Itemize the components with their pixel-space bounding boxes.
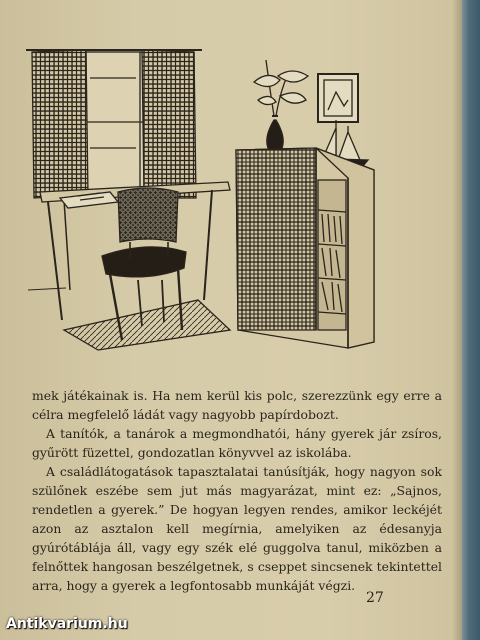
- watermark: Antikvarium.hu: [6, 616, 128, 632]
- wall-picture: [318, 74, 358, 122]
- bookcase: [236, 148, 374, 348]
- paragraph-2: A tanítók, a tanárok a megmondhatói, hány gyerek jár zsíros, gyűrött füzettel, gondozatlan könyvvel az iskolába.: [32, 426, 442, 460]
- paragraph-3: A családlátogatások tapasztalatai tanúsítják, hogy nagyon sok szülőnek eszébe sem jut más magyarázat, mint ez: „Sajnos, rendetlen a gyerek.” De hogyan legyen rendes, amikor leckéjét azon az asztalon kell megírnia, amelyiken az édesanyja gyúrótáblája áll, vagy egy szék elé guggolva tanul, miközben a felnőttek hangosan beszélgetnek, s cseppet sincsenek tekintettel arra, hogy a gyerek a legfontosabb munkáját végzi.: [32, 464, 442, 593]
- window: [26, 50, 202, 198]
- room-illustration: [18, 30, 398, 355]
- book-spine: [462, 0, 480, 640]
- page-gutter-shadow: [452, 0, 462, 640]
- page-number: 27: [366, 590, 384, 606]
- body-text: [32, 386, 442, 595]
- flower-vase: [254, 60, 308, 152]
- rug: [64, 300, 230, 350]
- paragraph-1: mek játékainak is. Ha nem kerül kis polc, szerezzünk egy erre a célra megfelelő ládát vagy nagyobb papírdobozt.: [32, 388, 442, 422]
